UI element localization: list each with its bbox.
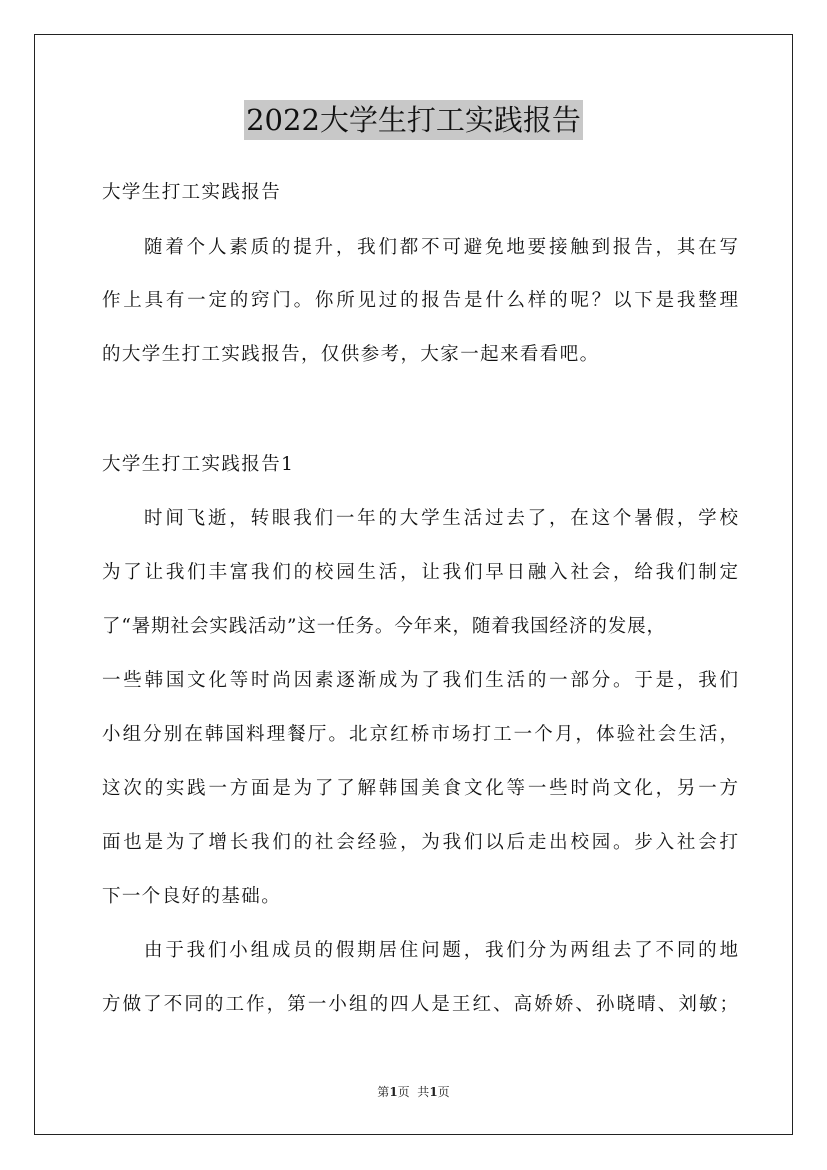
footer-suffix: 页 xyxy=(437,1085,450,1099)
footer-mid: 页 共 xyxy=(397,1085,430,1099)
footer-prefix: 第 xyxy=(377,1085,390,1099)
paragraph-line: 了“暑期社会实践活动”这一任务。今年来，随着我国经济的发展， xyxy=(102,616,666,637)
footer-total-pages: 1 xyxy=(429,1085,438,1099)
document-title: 2022大学生打工实践报告 xyxy=(244,100,583,140)
intro-line: 随着个人素质的提升，我们都不可避免地要接触到报告，其在写 xyxy=(144,237,738,258)
paragraph-line: 这次的实践一方面是为了了解韩国美食文化等一些时尚文化，另一方 xyxy=(102,778,738,799)
paragraph-line: 方做了不同的工作，第一小组的四人是王红、高娇娇、孙晓晴、刘敏； xyxy=(102,994,738,1015)
paragraph-line: 小组分别在韩国料理餐厅。北京红桥市场打工一个月，体验社会生活， xyxy=(102,724,738,745)
document-subtitle: 大学生打工实践报告 xyxy=(102,182,282,203)
paragraph-line: 下一个良好的基础。 xyxy=(102,886,282,907)
paragraph-line: 时间飞逝，转眼我们一年的大学生活过去了，在这个暑假，学校 xyxy=(144,508,738,529)
page-footer xyxy=(0,1084,827,1100)
title-container xyxy=(0,100,827,140)
paragraph-line: 由于我们小组成员的假期居住问题，我们分为两组去了不同的地 xyxy=(144,940,738,961)
paragraph-line: 一些韩国文化等时尚因素逐渐成为了我们生活的一部分。于是，我们 xyxy=(102,670,738,691)
paragraph-line: 面也是为了增长我们的社会经验，为我们以后走出校园。步入社会打 xyxy=(102,832,738,853)
intro-line: 作上具有一定的窍门。你所见过的报告是什么样的呢？以下是我整理 xyxy=(102,290,738,311)
intro-line: 的大学生打工实践报告，仅供参考，大家一起来看看吧。 xyxy=(102,344,600,365)
footer-page-number: 1 xyxy=(389,1085,398,1099)
section-heading: 大学生打工实践报告1 xyxy=(102,454,295,475)
paragraph-line: 为了让我们丰富我们的校园生活，让我们早日融入社会，给我们制定 xyxy=(102,562,738,583)
